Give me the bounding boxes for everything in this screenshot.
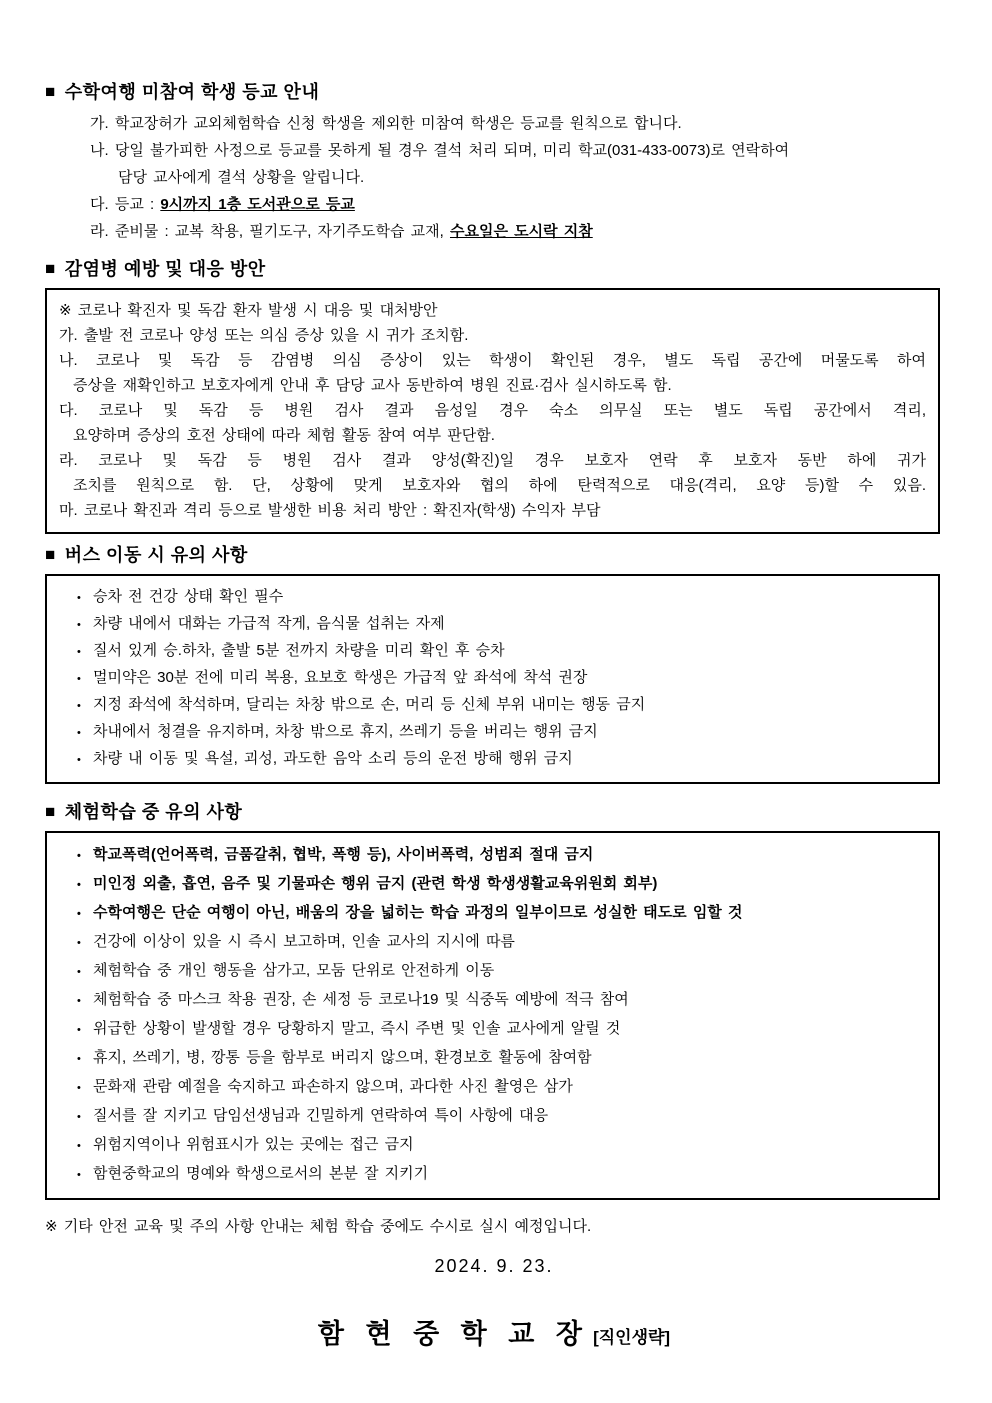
box-line: 나. 코로나 및 독감 등 감염병 의심 증상이 있는 학생이 확인된 경우, 별도 독립 공간에 머물도록 하여 bbox=[59, 352, 926, 369]
bullet-text: 문화재 관람 예절을 숙지하고 파손하지 않으며, 과다한 사진 촬영은 삼가 bbox=[93, 1078, 573, 1095]
seal-omitted-note: [직인생략] bbox=[593, 1328, 671, 1347]
bullet-item bbox=[59, 1073, 926, 1102]
signer-name: 함 현 중 학 교 장 bbox=[317, 1319, 589, 1349]
bullet-icon: • bbox=[77, 966, 81, 978]
bullet-icon: • bbox=[77, 619, 81, 631]
section-title-attendance bbox=[45, 80, 943, 104]
signature-block bbox=[45, 1318, 943, 1355]
bullet-icon: • bbox=[77, 850, 81, 862]
bullet-text: 위험지역이나 위험표시가 있는 곳에는 접근 금지 bbox=[93, 1136, 414, 1153]
bullet-icon: • bbox=[77, 1169, 81, 1181]
box-line: 가. 출발 전 코로나 양성 또는 의심 증상 있을 시 귀가 조치함. bbox=[59, 327, 469, 344]
bullet-icon: • bbox=[77, 1024, 81, 1036]
bullet-item bbox=[59, 1160, 926, 1189]
bullet-item bbox=[59, 1102, 926, 1131]
bullet-text: 질서를 잘 지키고 담임선생님과 긴밀하게 연락하여 특이 사항에 대응 bbox=[93, 1107, 549, 1124]
list-item-text: 다. 등교 : bbox=[90, 196, 161, 213]
bullet-text: 차량 내 이동 및 욕설, 괴성, 과도한 음악 소리 등의 운전 방해 행위 금지 bbox=[93, 750, 573, 767]
bullet-item bbox=[59, 611, 926, 638]
bullet-icon: • bbox=[77, 700, 81, 712]
bullet-text: 수학여행은 단순 여행이 아닌, 배움의 장을 넓히는 학습 과정의 일부이므로 성실한 태도로 임할 것 bbox=[93, 904, 743, 921]
bullet-icon: • bbox=[77, 1140, 81, 1152]
bullet-item bbox=[59, 1044, 926, 1073]
bullet-text: 미인정 외출, 흡연, 음주 및 기물파손 행위 금지 (관련 학생 학생생활교육위원회 회부) bbox=[93, 875, 658, 892]
box-line: ※ 코로나 확진자 및 독감 환자 발생 시 대응 및 대처방안 bbox=[59, 302, 438, 319]
square-marker-icon: ■ bbox=[45, 545, 56, 564]
square-marker-icon: ■ bbox=[45, 259, 56, 278]
bullet-icon: • bbox=[77, 937, 81, 949]
document-date: 2024. 9. 23. bbox=[434, 1256, 554, 1276]
bullet-text: 지정 좌석에 착석하며, 달리는 차창 밖으로 손, 머리 등 신체 부위 내미는 행동 금지 bbox=[93, 696, 646, 713]
section-title-trip bbox=[45, 800, 943, 824]
bullet-item bbox=[59, 584, 926, 611]
bullet-text: 차내에서 청결을 유지하며, 차창 밖으로 휴지, 쓰레기 등을 버리는 행위 금지 bbox=[93, 723, 598, 740]
section-title-text: 버스 이동 시 유의 사항 bbox=[64, 545, 248, 565]
bullet-icon: • bbox=[77, 754, 81, 766]
bullet-item bbox=[59, 957, 926, 986]
bullet-item bbox=[59, 638, 926, 665]
bullet-item bbox=[59, 665, 926, 692]
bullet-item bbox=[59, 899, 926, 928]
emphasized-text: 9시까지 1층 도서관으로 등교 bbox=[160, 196, 355, 213]
bullet-icon: • bbox=[77, 995, 81, 1007]
bullet-text: 학교폭력(언어폭력, 금품갈취, 협박, 폭행 등), 사이버폭력, 성범죄 절대 금지 bbox=[93, 846, 594, 863]
box-line: 라. 코로나 및 독감 등 병원 검사 결과 양성(확진)일 경우 보호자 연락 후 보호자 동반 하에 귀가 bbox=[59, 452, 926, 469]
section-title-text: 수학여행 미참여 학생 등교 안내 bbox=[64, 82, 320, 102]
bullet-text: 위급한 상황이 발생할 경우 당황하지 말고, 즉시 주변 및 인솔 교사에게 알릴 것 bbox=[93, 1020, 621, 1037]
bullet-item bbox=[59, 719, 926, 746]
bullet-item bbox=[59, 870, 926, 899]
box-line-continuation: 증상을 재확인하고 보호자에게 안내 후 담당 교사 동반하여 병원 진료·검사 실시하도록 함. bbox=[73, 377, 672, 394]
infection-box bbox=[45, 288, 940, 534]
bullet-icon: • bbox=[77, 908, 81, 920]
bullet-icon: • bbox=[77, 1111, 81, 1123]
list-item-na-line1: 나. 당일 불가피한 사정으로 등교를 못하게 될 경우 결석 처리 되며, 미리 학교(031-433-0073)로 연락하여 bbox=[90, 142, 790, 159]
bullet-icon: • bbox=[77, 673, 81, 685]
bullet-item bbox=[59, 692, 926, 719]
list-item-da bbox=[90, 191, 943, 218]
bullet-text: 차량 내에서 대화는 가급적 작게, 음식물 섭취는 자제 bbox=[93, 615, 445, 632]
square-marker-icon: ■ bbox=[45, 802, 56, 821]
list-item-ra bbox=[90, 218, 943, 245]
bullet-text: 승차 전 건강 상태 확인 필수 bbox=[93, 588, 284, 605]
bullet-item bbox=[59, 841, 926, 870]
bus-box bbox=[45, 574, 940, 784]
bullet-icon: • bbox=[77, 646, 81, 658]
box-line: 다. 코로나 및 독감 등 병원 검사 결과 음성일 경우 숙소 의무실 또는 별도 독립 공간에서 격리, bbox=[59, 402, 926, 419]
box-line-continuation: 요양하며 증상의 호전 상태에 따라 체험 활동 참여 여부 판단함. bbox=[73, 427, 495, 444]
attendance-list bbox=[90, 110, 943, 245]
bullet-icon: • bbox=[77, 879, 81, 891]
section-title-text: 감염병 예방 및 대응 방안 bbox=[64, 259, 266, 279]
box-line-continuation: 조치를 원칙으로 함. 단, 상황에 맞게 보호자와 협의 하에 탄력적으로 대응(격리, 요양 등)할 수 있음. bbox=[73, 477, 926, 494]
list-item-ga: 가. 학교장허가 교외체험학습 신청 학생을 제외한 미참여 학생은 등교를 원칙으로 합니다. bbox=[90, 115, 682, 132]
list-item-na-line2: 담당 교사에게 결석 상황을 알립니다. bbox=[118, 169, 365, 186]
bullet-text: 휴지, 쓰레기, 병, 깡통 등을 함부로 버리지 않으며, 환경보호 활동에 참여함 bbox=[93, 1049, 592, 1066]
bullet-icon: • bbox=[77, 727, 81, 739]
bullet-text: 멀미약은 30분 전에 미리 복용, 요보호 학생은 가급적 앞 좌석에 착석 권장 bbox=[93, 669, 588, 686]
section-title-bus bbox=[45, 543, 943, 567]
bullet-text: 질서 있게 승.하차, 출발 5분 전까지 차량을 미리 확인 후 승차 bbox=[93, 642, 505, 659]
bullet-icon: • bbox=[77, 1053, 81, 1065]
bullet-item bbox=[59, 986, 926, 1015]
section-title-text: 체험학습 중 유의 사항 bbox=[64, 802, 243, 822]
emphasized-text: 수요일은 도시락 지참 bbox=[449, 223, 593, 240]
list-item-text: 라. 준비물 : 교복 착용, 필기도구, 자기주도학습 교재, bbox=[90, 223, 450, 240]
bullet-text: 건강에 이상이 있을 시 즉시 보고하며, 인솔 교사의 지시에 따름 bbox=[93, 933, 515, 950]
bullet-icon: • bbox=[77, 1082, 81, 1094]
trip-box bbox=[45, 831, 940, 1200]
footer-note: ※ 기타 안전 교육 및 주의 사항 안내는 체험 학습 중에도 수시로 실시 예정입니다. bbox=[45, 1218, 592, 1235]
section-title-infection bbox=[45, 257, 943, 281]
bullet-text: 체험학습 중 개인 행동을 삼가고, 모둠 단위로 안전하게 이동 bbox=[93, 962, 495, 979]
bullet-icon: • bbox=[77, 592, 81, 604]
box-line: 마. 코로나 확진과 격리 등으로 발생한 비용 처리 방안 : 확진자(학생) 수익자 부담 bbox=[59, 502, 601, 519]
bullet-item bbox=[59, 1015, 926, 1044]
bullet-item bbox=[59, 1131, 926, 1160]
square-marker-icon: ■ bbox=[45, 82, 56, 101]
bullet-text: 체험학습 중 마스크 착용 권장, 손 세정 등 코로나19 및 식중독 예방에 적극 참여 bbox=[93, 991, 629, 1008]
bullet-item bbox=[59, 746, 926, 773]
bullet-text: 함현중학교의 명예와 학생으로서의 본분 잘 지키기 bbox=[93, 1165, 429, 1182]
bullet-item bbox=[59, 928, 926, 957]
